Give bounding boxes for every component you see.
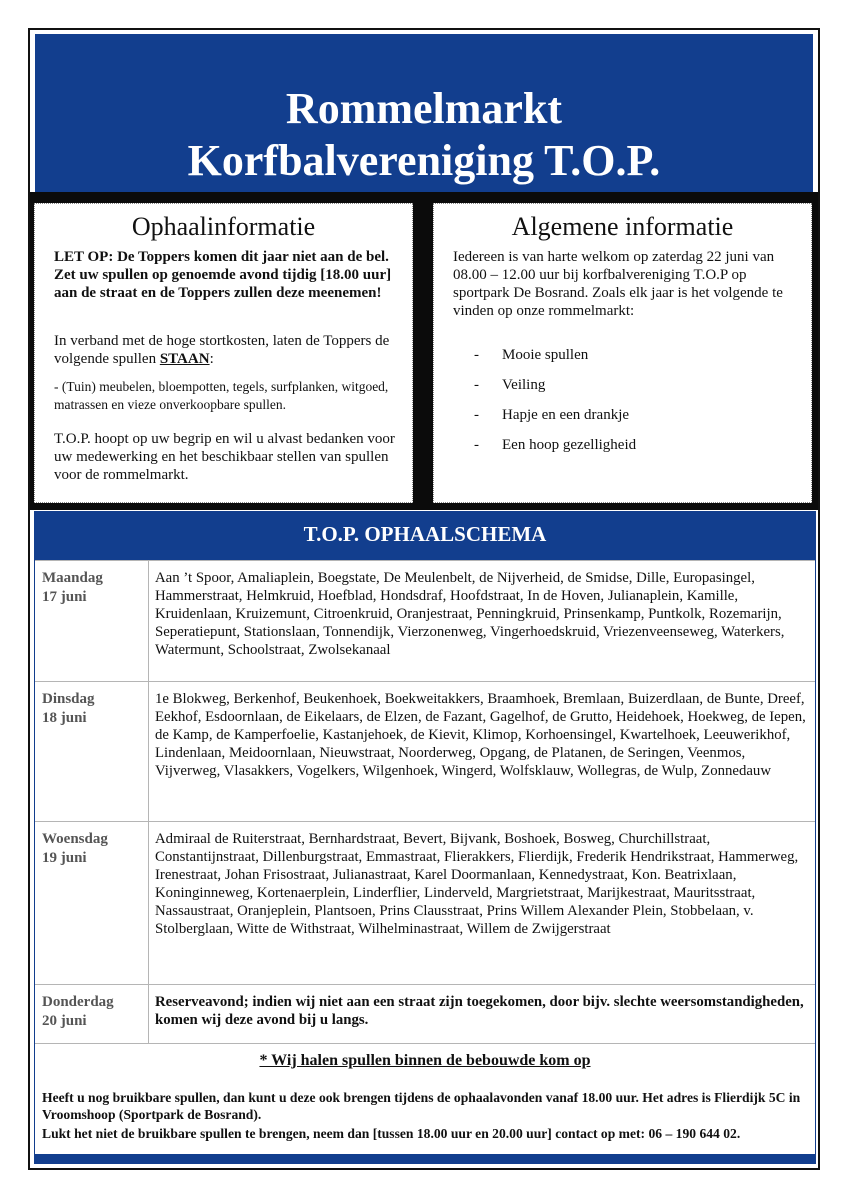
ophaal-items: - (Tuin) meubelen, bloempotten, tegels, surfplanken, witgoed, matrassen en vieze onverkoopbare spullen.: [54, 379, 389, 412]
day-name: Maandag: [42, 570, 103, 586]
ophaal-heading: Ophaalinformatie: [131, 212, 316, 241]
ophaal-intro-text: In verband met de hoge stortkosten, laten de Toppers de volgende spullen: [54, 333, 390, 367]
list-item-label: Veiling: [502, 377, 546, 393]
schedule-title: T.O.P. OPHAALSCHEMA: [35, 512, 815, 560]
dash-bullet: -: [474, 407, 479, 423]
table-row: [35, 560, 815, 681]
title-line-1: Rommelmarkt: [285, 84, 563, 133]
day-date: 17 juni: [42, 589, 87, 605]
day-date: 18 juni: [42, 710, 87, 726]
bottom-bar: [34, 1154, 816, 1164]
ophaal-closing: T.O.P. hoopt op uw begrip en wil u alvast bedanken voor uw medewerking en het beschikbaar stellen van spullen voor de rommelmarkt.: [54, 431, 395, 483]
streets-cell: Reserveavond; indien wij niet aan een straat zijn toegekomen, door bijv. slechte weersomstandigheden, komen wij deze avond bij u langs.: [155, 994, 804, 1028]
day-name: Dinsdag: [42, 691, 95, 707]
list-item-label: Hapje en een drankje: [502, 407, 630, 423]
ophaal-info-box: [34, 203, 413, 503]
note-bebouwde-kom: * Wij halen spullen binnen de bebouwde kom op: [259, 1052, 591, 1069]
day-cell: [35, 682, 149, 821]
staan-colon: :: [209, 351, 214, 367]
dash-bullet: -: [474, 377, 479, 393]
day-cell: [35, 561, 149, 681]
note-brengen: Heeft u nog bruikbare spullen, dan kunt u deze ook brengen tijdens de ophaalavonden vanaf 18.00 uur. Het adres is Flierdijk 5C in Vroomshoop (Sportpark de Bosrand).: [42, 1090, 801, 1122]
schedule-table: [34, 511, 816, 1163]
note-contact: Lukt het niet de bruikbare spullen te brengen, neem dan [tussen 18.00 uur en 20.00 uur] contact op met: 06 – 190 644 02.: [42, 1126, 741, 1141]
table-row: [35, 821, 815, 984]
table-row: [35, 984, 815, 1043]
streets-cell: 1e Blokweg, Berkenhof, Beukenhoek, Boekweitakkers, Braamhoek, Bremlaan, Buizerdlaan, de Bunte, Dreef, Eekhof, Esdoornlaan, de Eikelaars, de Elzen, de Fazant, Gagelhof, de Grutto, Heidehoek, Hoekweg, de Iepen, de Kamp, de Kamperfoelie, Kastanjehoek, de Kievit, Klimop, Korhoensingel, Kwartelhoek, Leeuwerikhof, Lindenlaan, Meidoornlaan, Nieuwstraat, Noorderweg, Opgang, de Platanen, de Seringen, Veenmos, Vijverweg, Vlasakkers, Vogelkers, Wilgenhoek, Wingerd, Wolfsklauw, Wollegras, de Wulp, Zonnedauw: [155, 691, 806, 779]
algemeen-text: Iedereen is van harte welkom op zaterdag 22 juni van 08.00 – 12.00 uur bij korfbalvereniging T.O.P op sportpark De Bosrand. Zoals elk jaar is het volgende te vinden op onze rommelmarkt:: [453, 249, 783, 319]
day-date: 19 juni: [42, 850, 87, 866]
day-cell: [35, 985, 149, 1043]
list-item: [474, 406, 636, 436]
header-banner: [35, 34, 813, 192]
ophaal-intro: [54, 332, 404, 368]
dash-bullet: -: [474, 347, 479, 363]
streets-cell: Aan ’t Spoor, Amaliaplein, Boegstate, De Meulenbelt, de Nijverheid, de Smidse, Dille, Europasingel, Hammerstraat, Helmkruid, Hoefblad, Hondsdraf, Hoofdstraat, In de Hoven, Julianaplein, Kamille, Kruidenlaan, Kruizemunt, Citroenkruid, Oranjestraat, Penningkruid, Prinsenkamp, Puntkolk, Rozemarijn, Seperatiepunt, Stationslaan, Tonnendijk, Vierzonenweg, Vingerhoedskruid, Vriezenveenseweg, Waterkers, Watermunt, Schoolstraat, Zwolsekanaal: [155, 570, 785, 658]
list-item-label: Een hoop gezelligheid: [502, 437, 637, 453]
list-item: [474, 346, 636, 376]
list-item-label: Mooie spullen: [502, 347, 589, 363]
streets-cell: Admiraal de Ruiterstraat, Bernhardstraat, Bevert, Bijvank, Boshoek, Bosweg, Churchillstraat, Constantijnstraat, Dillenburgstraat, Emmastraat, Flierakkers, Flierdijk, Frederik Hendrikstraat, Hammerweg, Irenestraat, Johan Frisostraat, Julianastraat, Karel Doormanlaan, Kennedystraat, Kon. Beatrixlaan, Koninginneweg, Kortenaerplein, Linderflier, Linderveld, Margrietstraat, Marijkestraat, Mauritsstraat, Nassaustraat, Oranjeplein, Plantsoen, Prins Clausstraat, Prins Willem Alexander Plein, Stobbelaan, v. Stolberglaan, Witte de Withstraat, Wilhelminastraat, Willem de Zwijgerstraat: [155, 831, 799, 937]
dash-bullet: -: [474, 437, 479, 453]
ophaal-warning: LET OP: De Toppers komen dit jaar niet aan de bel. Zet uw spullen op genoemde avond tijdig [18.00 uur] aan de straat en de Toppers zullen deze meenemen!: [54, 249, 392, 301]
day-cell: [35, 822, 149, 984]
day-date: 20 juni: [42, 1013, 87, 1029]
day-name: Woensdag: [42, 831, 108, 847]
notes-section: [35, 1043, 815, 1141]
title-line-2: Korfbalvereniging T.O.P.: [187, 136, 661, 185]
algemeen-info-box: [433, 203, 812, 503]
algemeen-list: [474, 346, 636, 466]
algemeen-heading: Algemene informatie: [511, 212, 734, 241]
list-item: [474, 376, 636, 406]
staan-word: STAAN: [159, 351, 210, 367]
day-name: Donderdag: [42, 994, 114, 1010]
table-row: [35, 681, 815, 821]
list-item: [474, 436, 636, 466]
